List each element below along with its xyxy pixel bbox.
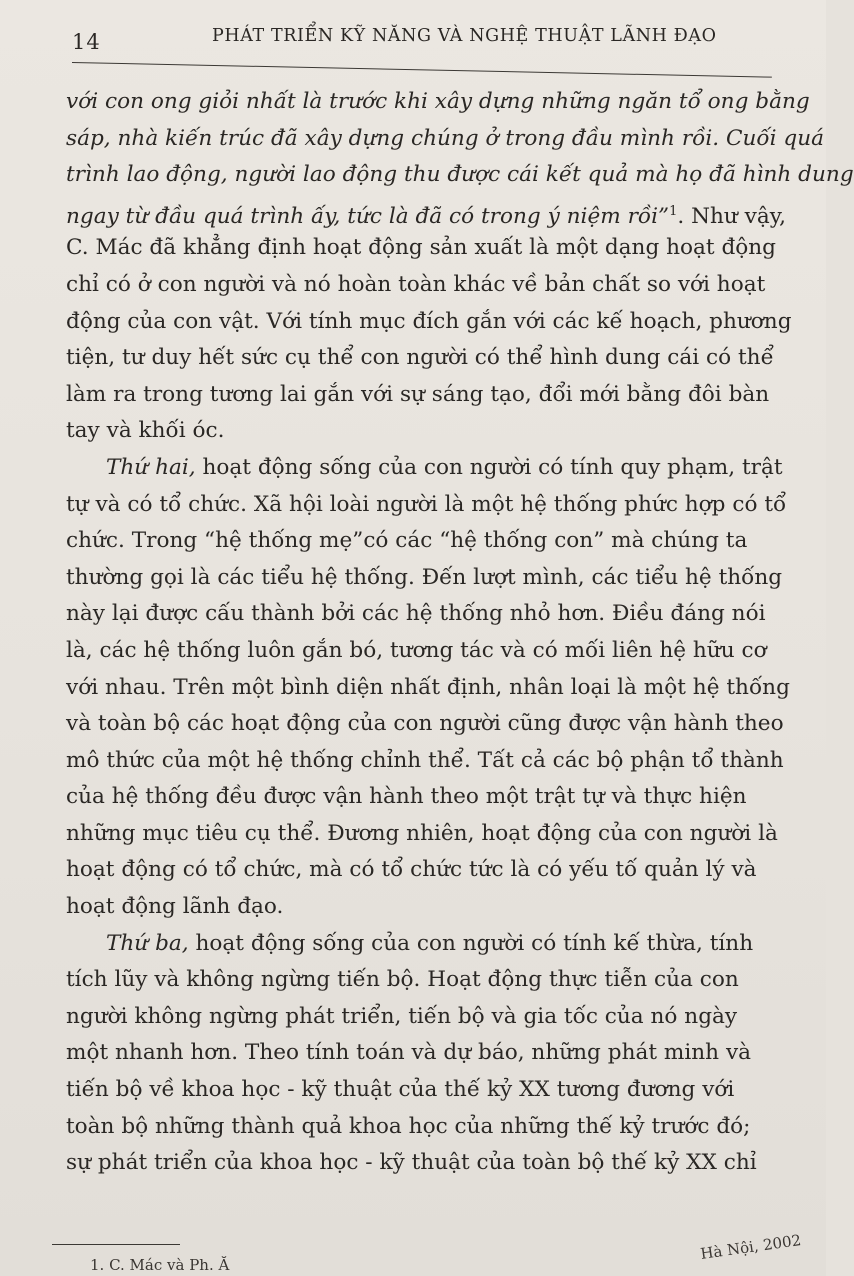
footnote-tail: Hà Nội, 2002 [699,1231,803,1263]
body-text [66,84,854,1182]
footnote-marker: 1 [669,203,678,219]
text-line: tự và có tổ chức. Xã hội loài người là một hệ thống phức hợp có tổ [66,491,787,517]
paragraph-lead: Thứ hai, [106,454,196,480]
text-line: chức. Trong “hệ thống mẹ”có các “hệ thống con” mà chúng ta [66,528,748,554]
text-line: tích lũy và không ngừng tiến bộ. Hoạt động thực tiễn của con [66,967,739,993]
text-line: tay và khối óc. [66,418,225,444]
page-number: 14 [72,30,101,54]
text-line: với nhau. Trên một bình diện nhất định, nhân loại là một hệ thống [66,674,790,700]
text-line: chỉ có ở con người và nó hoàn toàn khác về bản chất so với hoạt [66,271,766,297]
paragraph-lead: Thứ ba, [106,930,189,956]
paragraph-lead-text: hoạt động sống của con người có tính kế thừa, tính [188,930,754,956]
text-line [66,194,786,231]
text-line: C. Mác đã khẳng định hoạt động sản xuất là một dạng hoạt động [66,235,777,261]
text-line: mô thức của một hệ thống chỉnh thể. Tất cả các bộ phận tổ thành [66,747,784,773]
text-line: hoạt động lãnh đạo. [66,894,284,920]
text-line: của hệ thống đều được vận hành theo một trật tự và thực hiện [66,784,747,810]
text-line: sáp, nhà kiến trúc đã xây dựng chúng ở trong đầu mình rồi. Cuối quá [66,125,825,151]
quote-end: ngay từ đầu quá trình ấy, tức là đã có trong ý niệm rồi” [66,203,670,229]
paragraph-start [66,450,783,487]
paragraph-lead-text: hoạt động sống của con người có tính quy phạm, trật [195,454,783,480]
text-line: động của con vật. Với tính mục đích gắn với các kế hoạch, phương [66,308,792,334]
paragraph-start [66,926,766,963]
text-line: tiện, tư duy hết sức cụ thể con người có thể hình dung cái có thể [66,345,774,371]
line-tail: . Như vậy, [677,203,786,229]
text-line: một nhanh hơn. Theo tính toán và dự báo, những phát minh và [66,1040,752,1066]
text-line: với con ong giỏi nhất là trước khi xây dựng những ngăn tổ ong bằng [66,89,810,114]
text-line: và toàn bộ các hoạt động của con người cũng được vận hành theo [66,711,784,737]
text-line: hoạt động có tổ chức, mà có tổ chức tức là có yếu tố quản lý và [66,857,757,883]
text-line: người không ngừng phát triển, tiến bộ và gia tốc của nó ngày [66,1003,738,1029]
text-line: sự phát triển của khoa học - kỹ thuật của toàn bộ thế kỷ XX chỉ [66,1150,757,1176]
text-line: trình lao động, người lao động thu được cái kết quả mà họ đã hình dung [66,162,854,188]
page-header [72,18,772,68]
text-line: làm ra trong tương lai gắn với sự sáng tạo, đổi mới bằng đôi bàn [66,381,770,407]
text-line: tiến bộ về khoa học - kỹ thuật của thế kỷ XX tương đương với [66,1077,735,1103]
text-line: toàn bộ những thành quả khoa học của những thế kỷ trước đó; [66,1113,751,1139]
footnote: 1. C. Mác và Ph. Ă [90,1256,230,1274]
header-rule [72,62,772,78]
footnote-rule [52,1244,180,1245]
running-head: PHÁT TRIỂN KỸ NĂNG VÀ NGHỆ THUẬT LÃNH ĐẠO [212,26,717,46]
text-line: những mục tiêu cụ thể. Đương nhiên, hoạt động của con người là [66,820,778,846]
text-line: này lại được cấu thành bởi các hệ thống nhỏ hơn. Điều đáng nói [66,601,766,627]
text-line: thường gọi là các tiểu hệ thống. Đến lượt mình, các tiểu hệ thống [66,564,783,590]
text-line: là, các hệ thống luôn gắn bó, tương tác và có mối liên hệ hữu cơ [66,637,767,663]
